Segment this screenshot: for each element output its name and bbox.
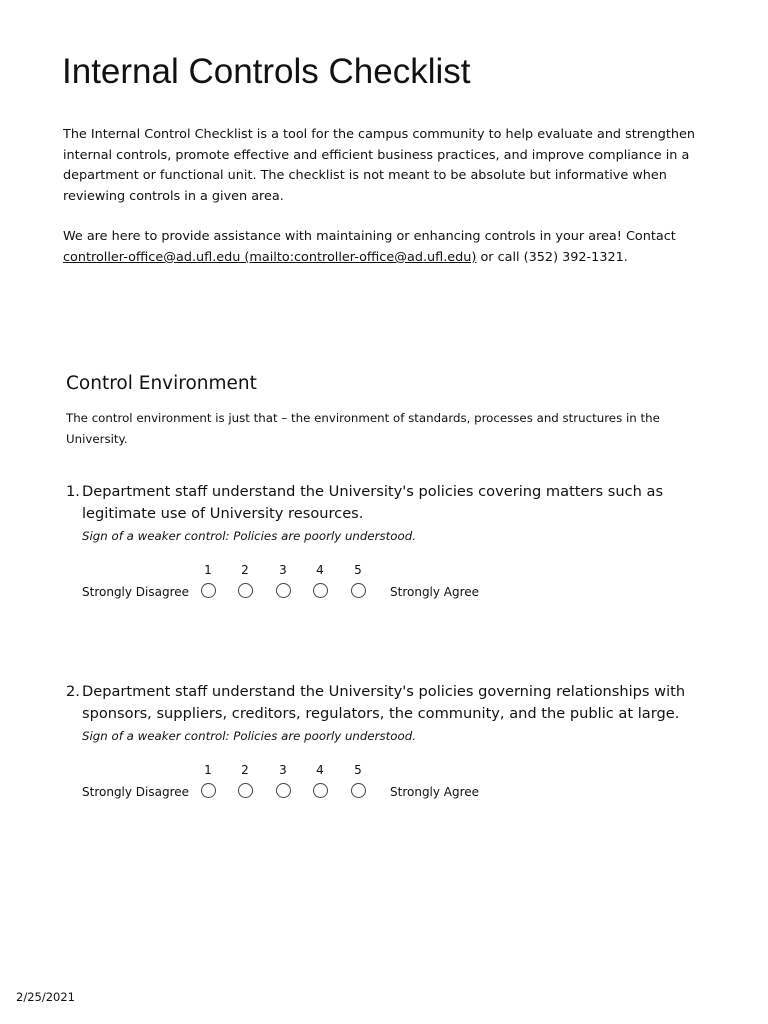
question-2: [66, 681, 706, 799]
rating-option-2: [235, 563, 255, 598]
question-text: [66, 681, 706, 725]
question-number: 1.: [66, 483, 80, 500]
rating-scale: [82, 563, 502, 607]
question-text: [66, 481, 706, 525]
rating-option-4: [310, 563, 330, 598]
question-number: 2.: [66, 683, 80, 700]
rating-radio[interactable]: [276, 583, 291, 598]
contact-text-start: We are here to provide assistance with maintaining or enhancing controls in your area! Contact: [63, 229, 676, 245]
rating-number: 3: [279, 763, 287, 777]
rating-number: 1: [204, 763, 212, 777]
scale-label-left: Strongly Disagree: [82, 585, 190, 599]
scale-label-right: Strongly Agree: [390, 785, 480, 799]
rating-number: 4: [316, 763, 324, 777]
rating-number: 2: [241, 563, 249, 577]
rating-radio[interactable]: [276, 783, 291, 798]
question-hint: Sign of a weaker control: Policies are poorly understood.: [82, 529, 416, 543]
rating-scale: [82, 763, 502, 807]
section-description: The control environment is just that – the environment of standards, processes and structures in the University.: [66, 411, 660, 446]
contact-text-end: or call (352) 392-1321.: [476, 249, 628, 265]
rating-radio[interactable]: [351, 583, 366, 598]
intro: [63, 125, 703, 289]
page-title: Internal Controls Checklist: [62, 52, 471, 91]
footer-date: 2/25/2021: [16, 990, 75, 1004]
rating-number: 3: [279, 563, 287, 577]
rating-radio[interactable]: [313, 783, 328, 798]
scale-label-right: Strongly Agree: [390, 585, 480, 599]
rating-radio[interactable]: [313, 583, 328, 598]
contact-paragraph: [63, 227, 703, 268]
intro-paragraph: The Internal Control Checklist is a tool for the campus community to help evaluate and strengthen internal controls, promote effective and efficient business practices, and improve compliance in a department or functional unit. The checklist is not meant to be absolute but informative when reviewing controls in a given area.: [63, 127, 696, 204]
rating-option-5: [348, 563, 368, 598]
question-body: Department staff understand the University's policies covering matters such as legitimate use of University resources.: [82, 483, 664, 522]
rating-number: 4: [316, 563, 324, 577]
rating-option-3: [273, 563, 293, 598]
scale-label-left: Strongly Disagree: [82, 785, 190, 799]
question-hint: Sign of a weaker control: Policies are poorly understood.: [82, 729, 416, 743]
rating-number: 2: [241, 763, 249, 777]
rating-number: 5: [354, 763, 362, 777]
rating-radio[interactable]: [238, 583, 253, 598]
rating-option-5: [348, 763, 368, 798]
question-body: Department staff understand the University's policies governing relationships with sponsors, suppliers, creditors, regulators, the community, and the public at large.: [82, 683, 686, 722]
rating-radio[interactable]: [238, 783, 253, 798]
rating-radio[interactable]: [351, 783, 366, 798]
rating-option-1: [198, 763, 218, 798]
question-1: [66, 481, 706, 599]
rating-option-2: [235, 763, 255, 798]
rating-number: 5: [354, 563, 362, 577]
controller-email-link[interactable]: controller-office@ad.ufl.edu (mailto:controller-office@ad.ufl.edu): [63, 249, 477, 265]
rating-number: 1: [204, 563, 212, 577]
rating-radio[interactable]: [201, 783, 216, 798]
rating-option-1: [198, 563, 218, 598]
rating-radio[interactable]: [201, 583, 216, 598]
section-title: Control Environment: [66, 373, 257, 394]
rating-option-3: [273, 763, 293, 798]
rating-option-4: [310, 763, 330, 798]
